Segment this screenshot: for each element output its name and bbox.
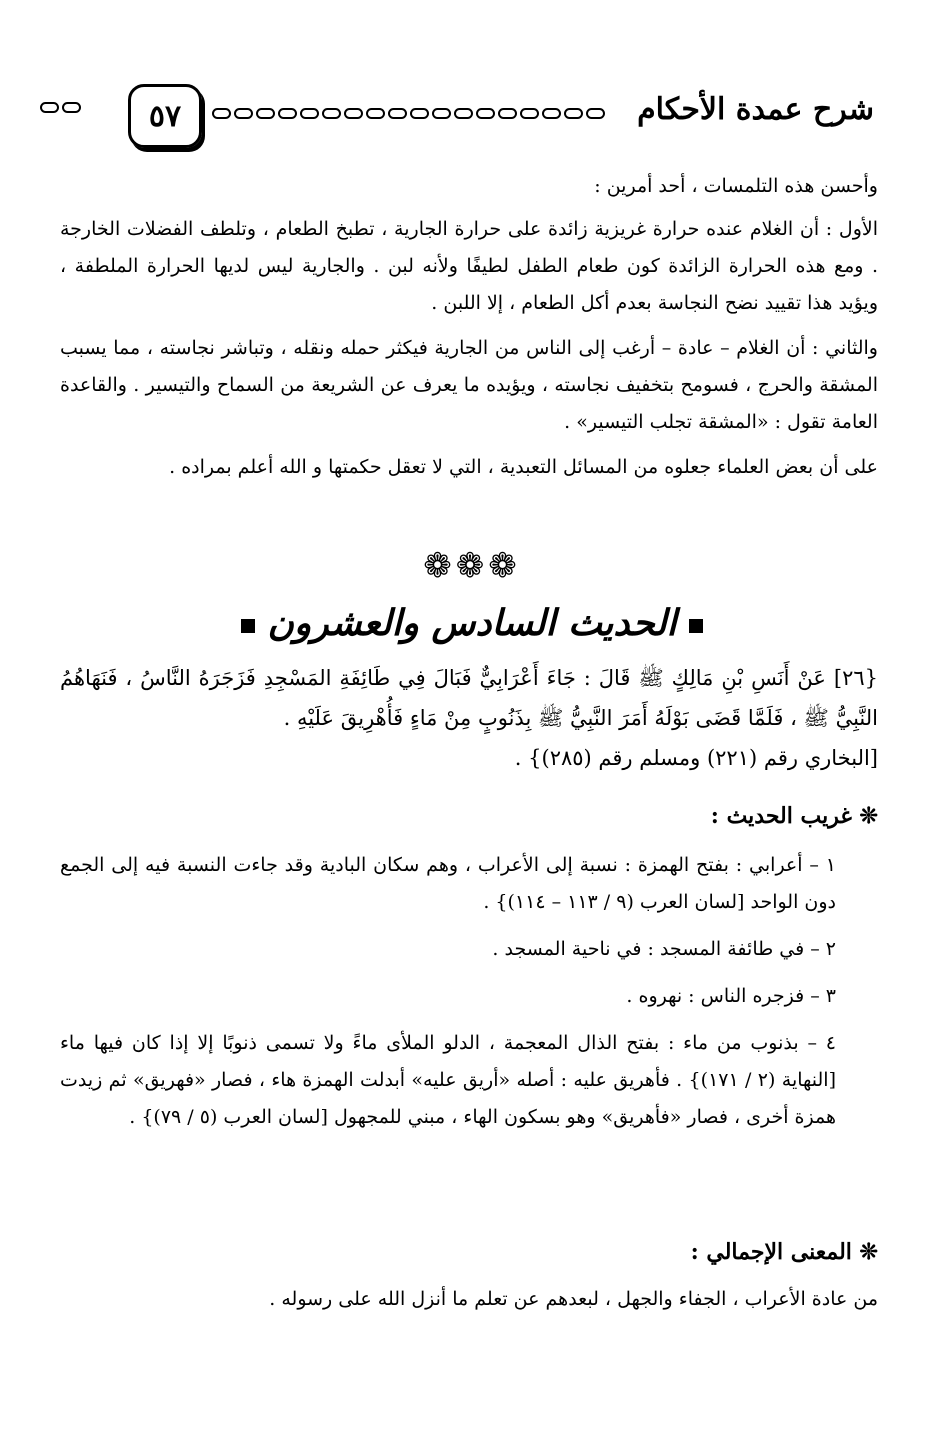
chain-link-icon	[212, 108, 231, 119]
hadith-text: {٢٦] عَنْ أَنَسِ بْنِ مَالِكٍ ﷺ قَالَ : جَاءَ أَعْرَابِيٌّ فَبَالَ فِي طَائِفَةِ المَسْجِدِ فَزَجَرَهُ النَّاسُ ، فَنَهَاهُمُ النَّبِيُّ ﷺ ، فَلَمَّا قَضَى بَوْلَهُ أَمَرَ النَّبِيُّ ﷺ بِذَنُوبٍ مِنْ مَاءٍ فَأُهْرِيقَ عَلَيْهِ .	[60, 666, 878, 730]
square-bullet-icon	[241, 619, 255, 633]
general-meaning-heading: ❊ المعنى الإجمالي :	[690, 1239, 878, 1265]
header-ornament-chain	[212, 102, 606, 124]
vocabulary-item: ٣ – فزجره الناس : نهروه .	[626, 985, 836, 1007]
hadith-block	[60, 658, 878, 778]
chain-link-icon	[322, 108, 341, 119]
chain-link-icon	[520, 108, 539, 119]
chain-link-icon	[256, 108, 275, 119]
running-header	[0, 78, 944, 158]
chain-link-icon	[542, 108, 561, 119]
chapter-heading	[0, 602, 944, 644]
chain-link-icon	[344, 108, 363, 119]
chain-link-icon	[564, 108, 583, 119]
chain-link-icon	[234, 108, 253, 119]
hadith-source: [البخاري رقم (٢٢١) ومسلم رقم (٢٨٥)} .	[514, 746, 878, 770]
chain-link-icon	[498, 108, 517, 119]
chain-link-icon	[300, 108, 319, 119]
commentary-block	[60, 168, 878, 486]
chain-link-icon	[388, 108, 407, 119]
chain-link-icon	[278, 108, 297, 119]
intro-line: وأحسن هذه التلمسات ، أحد أمرين :	[594, 175, 878, 197]
chain-link-icon	[410, 108, 429, 119]
general-meaning-section	[60, 1234, 878, 1318]
chain-link-icon	[476, 108, 495, 119]
square-bullet-icon	[689, 619, 703, 633]
chain-link-icon	[366, 108, 385, 119]
vocabulary-heading: ❊ غريب الحديث :	[710, 803, 878, 829]
chain-link-icon	[454, 108, 473, 119]
vocabulary-item: ١ – أعرابي : بفتح الهمزة : نسبة إلى الأعراب ، وهم سكان البادية وقد جاءت النسبة فيه إلى الجمع دون الواحد [لسان العرب (٩ / ١١٣ – ١١٤)} .	[60, 854, 836, 913]
first-reason-paragraph: الأول : أن الغلام عنده حرارة غريزية زائدة على حرارة الجارية ، تطبخ الطعام ، وتلطف الفضلات الخارجة . ومع هذه الحرارة الزائدة كون طعام الطفل لطيفًا ولأنه لبن . والجارية ليس لديها الحرارة الملطفة ، ويؤيد هذا تقييد نضح النجاسة بعدم أكل الطعام ، إلا اللبن .	[60, 218, 878, 314]
closing-paragraph: على أن بعض العلماء جعلوه من المسائل التعبدية ، التي لا تعقل حكمتها و الله أعلم بمراده .	[169, 456, 878, 478]
book-title: شرح عمدة الأحكام	[637, 92, 874, 127]
page-number: ٥٧	[128, 84, 202, 148]
header-ornament-left	[40, 102, 81, 113]
second-reason-paragraph: والثاني : أن الغلام – عادة – أرغب إلى الناس من الجارية فيكثر حمله ونقله ، وتباشر نجاسته ، مما يسبب المشقة والحرج ، فسومح بتخفيف نجاسته ، ويؤيده ما يعرف عن الشريعة من السماح والتيسير . والقاعدة العامة تقول : «المشقة تجلب التيسير» .	[60, 337, 878, 433]
chapter-heading-text: الحديث السادس والعشرون	[267, 602, 677, 644]
chain-link-icon	[432, 108, 451, 119]
vocabulary-section	[60, 798, 878, 1136]
chain-link-icon	[40, 102, 59, 113]
chain-link-icon	[586, 108, 605, 119]
vocabulary-item: ٤ – بذنوب من ماء : بفتح الذال المعجمة ، الدلو الملأى ماءً ولا تسمى ذنوبًا إلا إذا كان فيها ماء [النهاية (٢ / ١٧١)} . فأهريق عليه : أصله «أريق عليه» أبدلت الهمزة هاء ، فصار «فهريق» ثم زيدت همزة أخرى ، فصار «فأهريق» وهو بسكون الهاء ، مبني للمجهول [لسان العرب (٥ / ٧٩)} .	[60, 1032, 836, 1128]
vocabulary-item: ٢ – في طائفة المسجد : في ناحية المسجد .	[492, 938, 836, 960]
chain-link-icon	[62, 102, 81, 113]
section-ornament-icon: ❁❁❁	[423, 546, 521, 586]
general-meaning-text: من عادة الأعراب ، الجفاء والجهل ، لبعدهم عن تعلم ما أنزل الله على رسوله .	[269, 1288, 878, 1310]
